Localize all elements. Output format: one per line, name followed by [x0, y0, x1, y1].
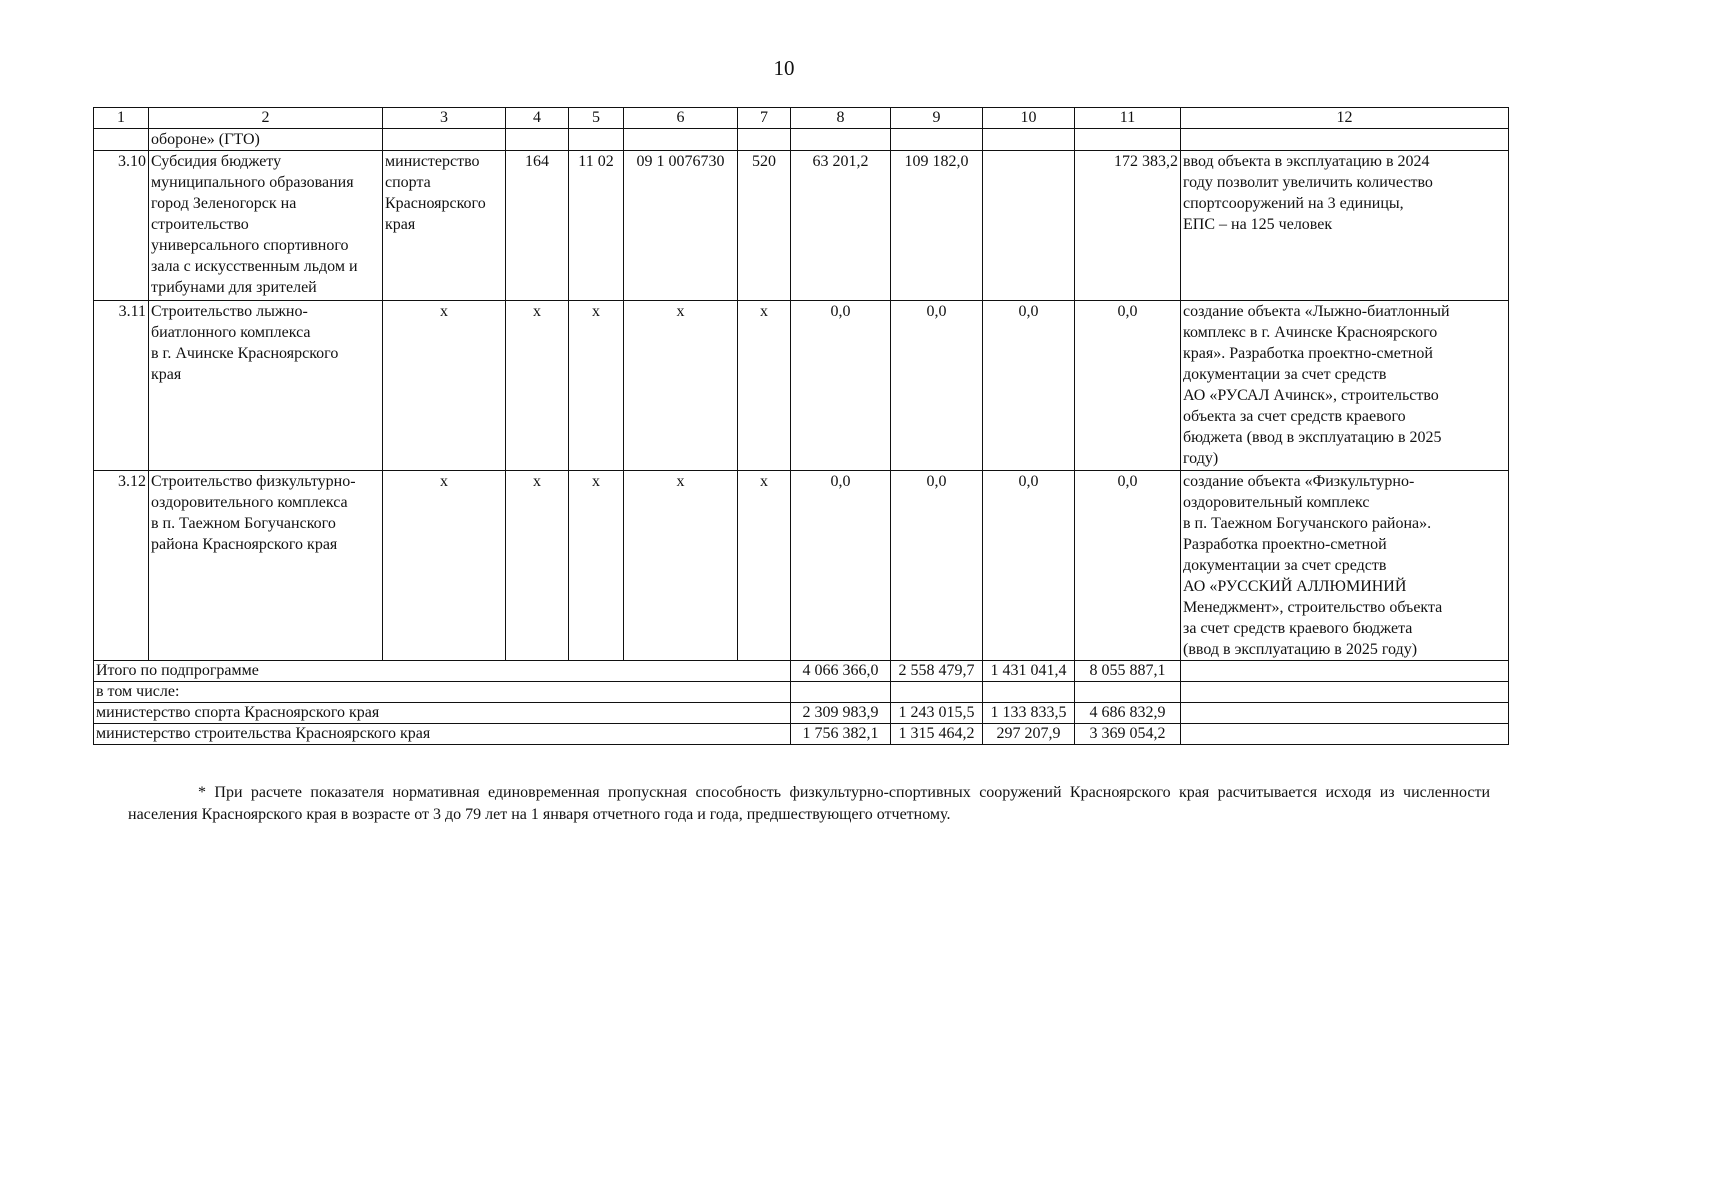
row-y2024: 63 201,2 — [791, 151, 891, 301]
header-cell: 11 — [1075, 108, 1181, 129]
continuation-text: обороне» (ГТО) — [149, 129, 383, 151]
row-result: создание объекта «Лыжно-биатлонный комплекс в г. Ачинске Красноярского края». Разработка проектно-сметной документации за счет средств АО «РУСАЛ Ачинск», строительство объекта за счет средств краевого бюджета (ввод в эксплуатацию в 2025 году) — [1181, 301, 1509, 471]
totals-row — [94, 682, 1509, 703]
row-y2026: 0,0 — [983, 301, 1075, 471]
row-rzpr: х — [569, 301, 624, 471]
row-name: Субсидия бюджету муниципального образования город Зеленогорск на строительство универсального спортивного зала с искусственным льдом и трибунами для зрителей — [149, 151, 383, 301]
footnote: * При расчете показателя нормативная единовременная пропускная способность физкультурно-спортивных сооружений Красноярского края расчитывается исходя из численности населения Красноярского края в возрасте от 3 до 79 лет на 1 января отчетного года и года, предшествующего отчетному. — [128, 784, 1490, 823]
totals-label: Итого по подпрограмме — [94, 661, 791, 682]
row-grbs: х — [506, 471, 569, 661]
totals-row — [94, 661, 1509, 682]
totals-y2024: 1 756 382,1 — [791, 724, 891, 745]
row-number: 3.12 — [94, 471, 149, 661]
page-number: 10 — [773, 56, 795, 80]
header-cell: 7 — [738, 108, 791, 129]
header-cell: 5 — [569, 108, 624, 129]
totals-y2025: 1 243 015,5 — [891, 703, 983, 724]
totals-label: министерство спорта Красноярского края — [94, 703, 791, 724]
totals-y2025 — [891, 682, 983, 703]
header-cell: 1 — [94, 108, 149, 129]
row-y2025: 0,0 — [891, 301, 983, 471]
row-y2024: 0,0 — [791, 301, 891, 471]
header-cell: 8 — [791, 108, 891, 129]
totals-y2024 — [791, 682, 891, 703]
row-y2025: 0,0 — [891, 471, 983, 661]
row-vr: х — [738, 301, 791, 471]
row-number: 3.11 — [94, 301, 149, 471]
totals-label: в том числе: — [94, 682, 791, 703]
row-csr: х — [624, 471, 738, 661]
row-name: Строительство физкультурно- оздоровительного комплекса в п. Таежном Богучанского района Красноярского края — [149, 471, 383, 661]
row-rzpr: 11 02 — [569, 151, 624, 301]
totals-y2024: 4 066 366,0 — [791, 661, 891, 682]
row-csr: 09 1 0076730 — [624, 151, 738, 301]
row-csr: х — [624, 301, 738, 471]
totals-total: 3 369 054,2 — [1075, 724, 1181, 745]
row-name: Строительство лыжно- биатлонного комплекса в г. Ачинске Красноярского края — [149, 301, 383, 471]
row-y2025: 109 182,0 — [891, 151, 983, 301]
row-rzpr: х — [569, 471, 624, 661]
header-cell: 2 — [149, 108, 383, 129]
row-executor: министерство спорта Красноярского края — [383, 151, 506, 301]
totals-y2026 — [983, 682, 1075, 703]
row-executor: х — [383, 471, 506, 661]
table-row — [94, 471, 1509, 661]
row-y2026: 0,0 — [983, 471, 1075, 661]
totals-y2025: 1 315 464,2 — [891, 724, 983, 745]
row-grbs: х — [506, 301, 569, 471]
totals-y2026: 297 207,9 — [983, 724, 1075, 745]
totals-y2025: 2 558 479,7 — [891, 661, 983, 682]
budget-table — [93, 107, 1509, 745]
table-row — [94, 151, 1509, 301]
header-cell: 4 — [506, 108, 569, 129]
totals-total: 8 055 887,1 — [1075, 661, 1181, 682]
row-total: 172 383,2 — [1075, 151, 1181, 301]
row-grbs: 164 — [506, 151, 569, 301]
continuation-row — [94, 129, 1509, 151]
row-result: создание объекта «Физкультурно- оздоровительный комплекс в п. Таежном Богучанского района». Разработка проектно-сметной документации за счет средств АО «РУССКИЙ АЛЛЮМИНИЙ Менеджмент», строительство объекта за счет средств краевого бюджета (ввод в эксплуатацию в 2025 году) — [1181, 471, 1509, 661]
row-total: 0,0 — [1075, 301, 1181, 471]
header-cell: 3 — [383, 108, 506, 129]
header-cell: 6 — [624, 108, 738, 129]
header-cell: 9 — [891, 108, 983, 129]
totals-total: 4 686 832,9 — [1075, 703, 1181, 724]
totals-y2024: 2 309 983,9 — [791, 703, 891, 724]
row-vr: 520 — [738, 151, 791, 301]
totals-total — [1075, 682, 1181, 703]
header-row — [94, 108, 1509, 129]
totals-y2026: 1 133 833,5 — [983, 703, 1075, 724]
totals-y2026: 1 431 041,4 — [983, 661, 1075, 682]
totals-label: министерство строительства Красноярского края — [94, 724, 791, 745]
row-y2024: 0,0 — [791, 471, 891, 661]
row-number: 3.10 — [94, 151, 149, 301]
table-row — [94, 301, 1509, 471]
row-executor: х — [383, 301, 506, 471]
row-y2026 — [983, 151, 1075, 301]
header-cell: 10 — [983, 108, 1075, 129]
row-result: ввод объекта в эксплуатацию в 2024 году позволит увеличить количество спортсооружений на 3 единицы, ЕПС – на 125 человек — [1181, 151, 1509, 301]
header-cell: 12 — [1181, 108, 1509, 129]
totals-row — [94, 724, 1509, 745]
totals-row — [94, 703, 1509, 724]
row-vr: х — [738, 471, 791, 661]
row-total: 0,0 — [1075, 471, 1181, 661]
